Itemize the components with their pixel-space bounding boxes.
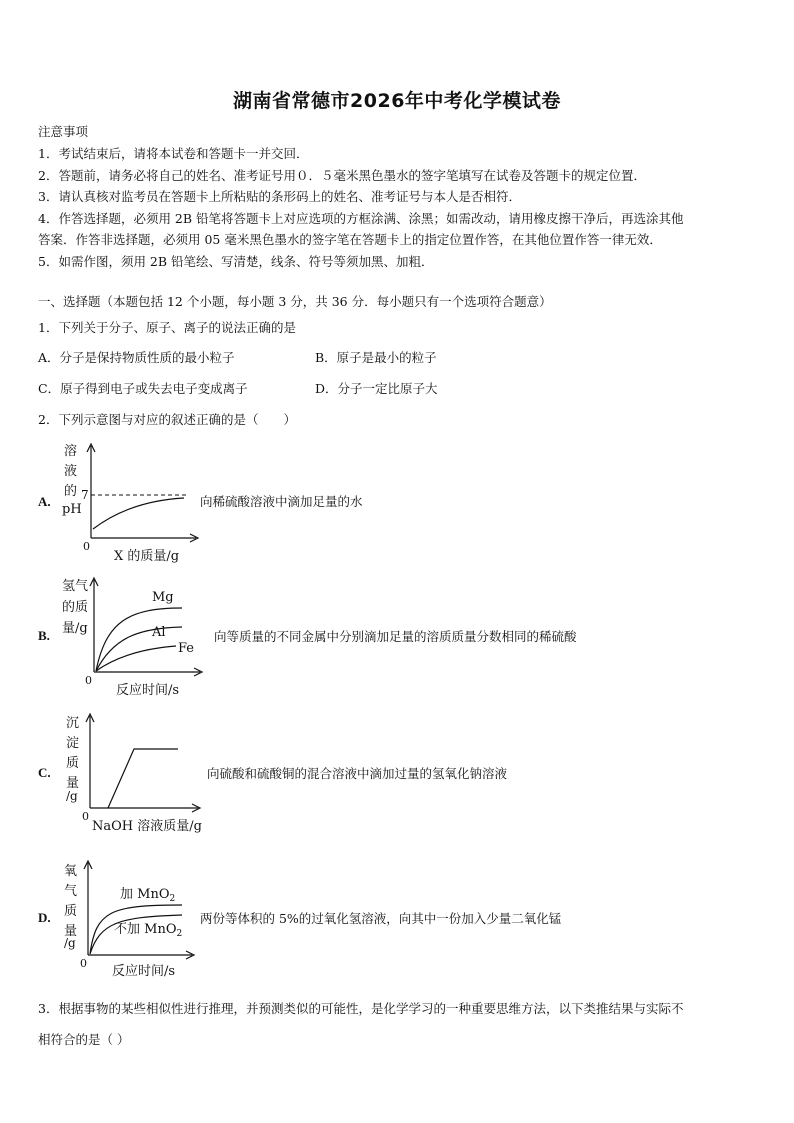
q2-c-ylabel-4: 量: [66, 776, 80, 791]
q2-stem: 2．下列示意图与对应的叙述正确的是（ ）: [38, 412, 296, 427]
q2-b-origin: 0: [85, 674, 92, 687]
q2-a-ylabel-4: pH: [62, 502, 82, 517]
notice-item-3: 3．请认真核对监考员在答题卡上所粘贴的条形码上的姓名、准考证号与本人是否相符．: [38, 189, 521, 204]
q2-d-xlabel: 反应时间/s: [112, 964, 176, 979]
q2-b-al-curve: [96, 627, 182, 671]
q2-d-without-mno2-sub: 2: [176, 929, 183, 939]
q2-a-ylabel-1: 溶: [64, 444, 78, 459]
q2-a-graph: [58, 438, 203, 568]
q2-d-description: 两份等体积的 5%的过氧化氢溶液，向其中一份加入少量二氧化锰: [200, 911, 562, 926]
q3-stem-line-2: 相符合的是（ ）: [38, 1032, 130, 1047]
q2-d-ylabel-4: 量: [64, 924, 78, 939]
q2-b-graph: [58, 572, 208, 698]
section-heading: 一、选择题（本题包括 12 个小题，每小题 3 分，共 36 分．每小题只有一个选项符合题意）: [38, 294, 552, 309]
q2-a-ylabel-3: 的: [64, 484, 78, 499]
q2-c-graph: [58, 708, 208, 838]
q2-a-label: A.: [38, 494, 51, 509]
notice-item-4-cont: 答案．作答非选择题，必须用 05 毫米黑色墨水的签字笔在答题卡上的指定位置作答，在其他位置作答一律无效．: [38, 232, 662, 247]
notice-heading: 注意事项: [38, 124, 89, 139]
q2-c-ylabel-2: 淀: [66, 736, 80, 751]
q2-c-origin: 0: [82, 810, 89, 823]
q1-option-a: A．分子是保持物质性质的最小粒子: [38, 350, 235, 365]
q2-c-ylabel-5: /g: [66, 789, 78, 803]
q2-b-series-fe: Fe: [178, 641, 195, 656]
q2-b-mg-curve: [96, 608, 182, 671]
q2-c-ylabel-3: 质: [66, 756, 80, 771]
q2-d-without-mno2-text: 不加 MnO: [114, 922, 177, 937]
q2-d-graph: [58, 855, 208, 983]
q2-b-series-mg: Mg: [152, 590, 174, 605]
q2-d-ylabel-2: 气: [64, 884, 78, 899]
q2-b-xlabel: 反应时间/s: [116, 683, 180, 698]
page-title: 湖南省常德市2026年中考化学模试卷: [233, 90, 561, 112]
q2-a-tick-7: 7: [81, 488, 89, 502]
q3-stem-line-1: 3．根据事物的某些相似性进行推理，并预测类似的可能性，是化学学习的一种重要思维方法，以下类推结果与实际不: [38, 1001, 684, 1016]
q1-option-b: B．原子是最小的粒子: [315, 350, 437, 365]
q2-b-label: B.: [38, 628, 50, 643]
q2-d-series-with-mno2: [120, 886, 175, 904]
q2-a-ylabel-2: 液: [64, 464, 78, 479]
notice-item-4: 4．作答选择题，必须用 2B 铅笔将答题卡上对应选项的方框涂满、涂黑；如需改动，请用橡皮擦干净后，再选涂其他: [38, 211, 684, 226]
q2-d-ylabel-3: 质: [64, 904, 78, 919]
q2-c-xlabel: NaOH 溶液质量/g: [92, 819, 202, 834]
q2-d-ylabel-1: 氧: [64, 864, 78, 879]
q2-a-origin: 0: [83, 540, 90, 553]
q2-b-ylabel-1: 氢气: [62, 579, 89, 594]
q2-b-series-al: Al: [152, 625, 166, 640]
q2-a-ph-curve: [93, 498, 184, 529]
q1-option-c: C．原子得到电子或失去电子变成离子: [38, 381, 248, 396]
q2-c-label: C.: [38, 765, 51, 780]
notice-item-2: 2．答题前，请务必将自己的姓名、准考证号用０．５毫米黑色墨水的签字笔填写在试卷及答题卡的规定位置．: [38, 168, 646, 183]
q2-b-ylabel-3: 量/g: [62, 621, 88, 636]
q2-a-xlabel: X 的质量/g: [114, 549, 180, 564]
q1-option-d: D．分子一定比原子大: [315, 381, 438, 396]
q2-c-precipitate-line: [108, 749, 178, 808]
notice-item-5: 5．如需作图，须用 2B 铅笔绘、写清楚，线条、符号等须加黑、加粗．: [38, 254, 434, 269]
q2-c-ylabel-1: 沉: [66, 716, 80, 731]
q1-stem: 1．下列关于分子、原子、离子的说法正确的是: [38, 320, 296, 335]
q2-b-fe-curve: [96, 646, 176, 671]
q2-d-with-mno2-sub: 2: [169, 894, 176, 904]
q2-b-description: 向等质量的不同金属中分别滴加足量的溶质质量分数相同的稀硫酸: [214, 629, 577, 644]
q2-d-ylabel-5: /g: [64, 936, 76, 950]
q2-d-origin: 0: [80, 957, 87, 970]
notice-item-1: 1．考试结束后，请将本试卷和答题卡一并交回．: [38, 146, 309, 161]
q2-b-ylabel-2: 的质: [62, 600, 89, 615]
q2-c-description: 向硫酸和硫酸铜的混合溶液中滴加过量的氢氧化钠溶液: [207, 766, 508, 781]
q2-a-description: 向稀硫酸溶液中滴加足量的水: [200, 494, 363, 509]
q2-d-series-without-mno2: [114, 921, 182, 939]
q2-d-label: D.: [38, 910, 51, 925]
q2-d-with-mno2-text: 加 MnO: [120, 887, 170, 902]
